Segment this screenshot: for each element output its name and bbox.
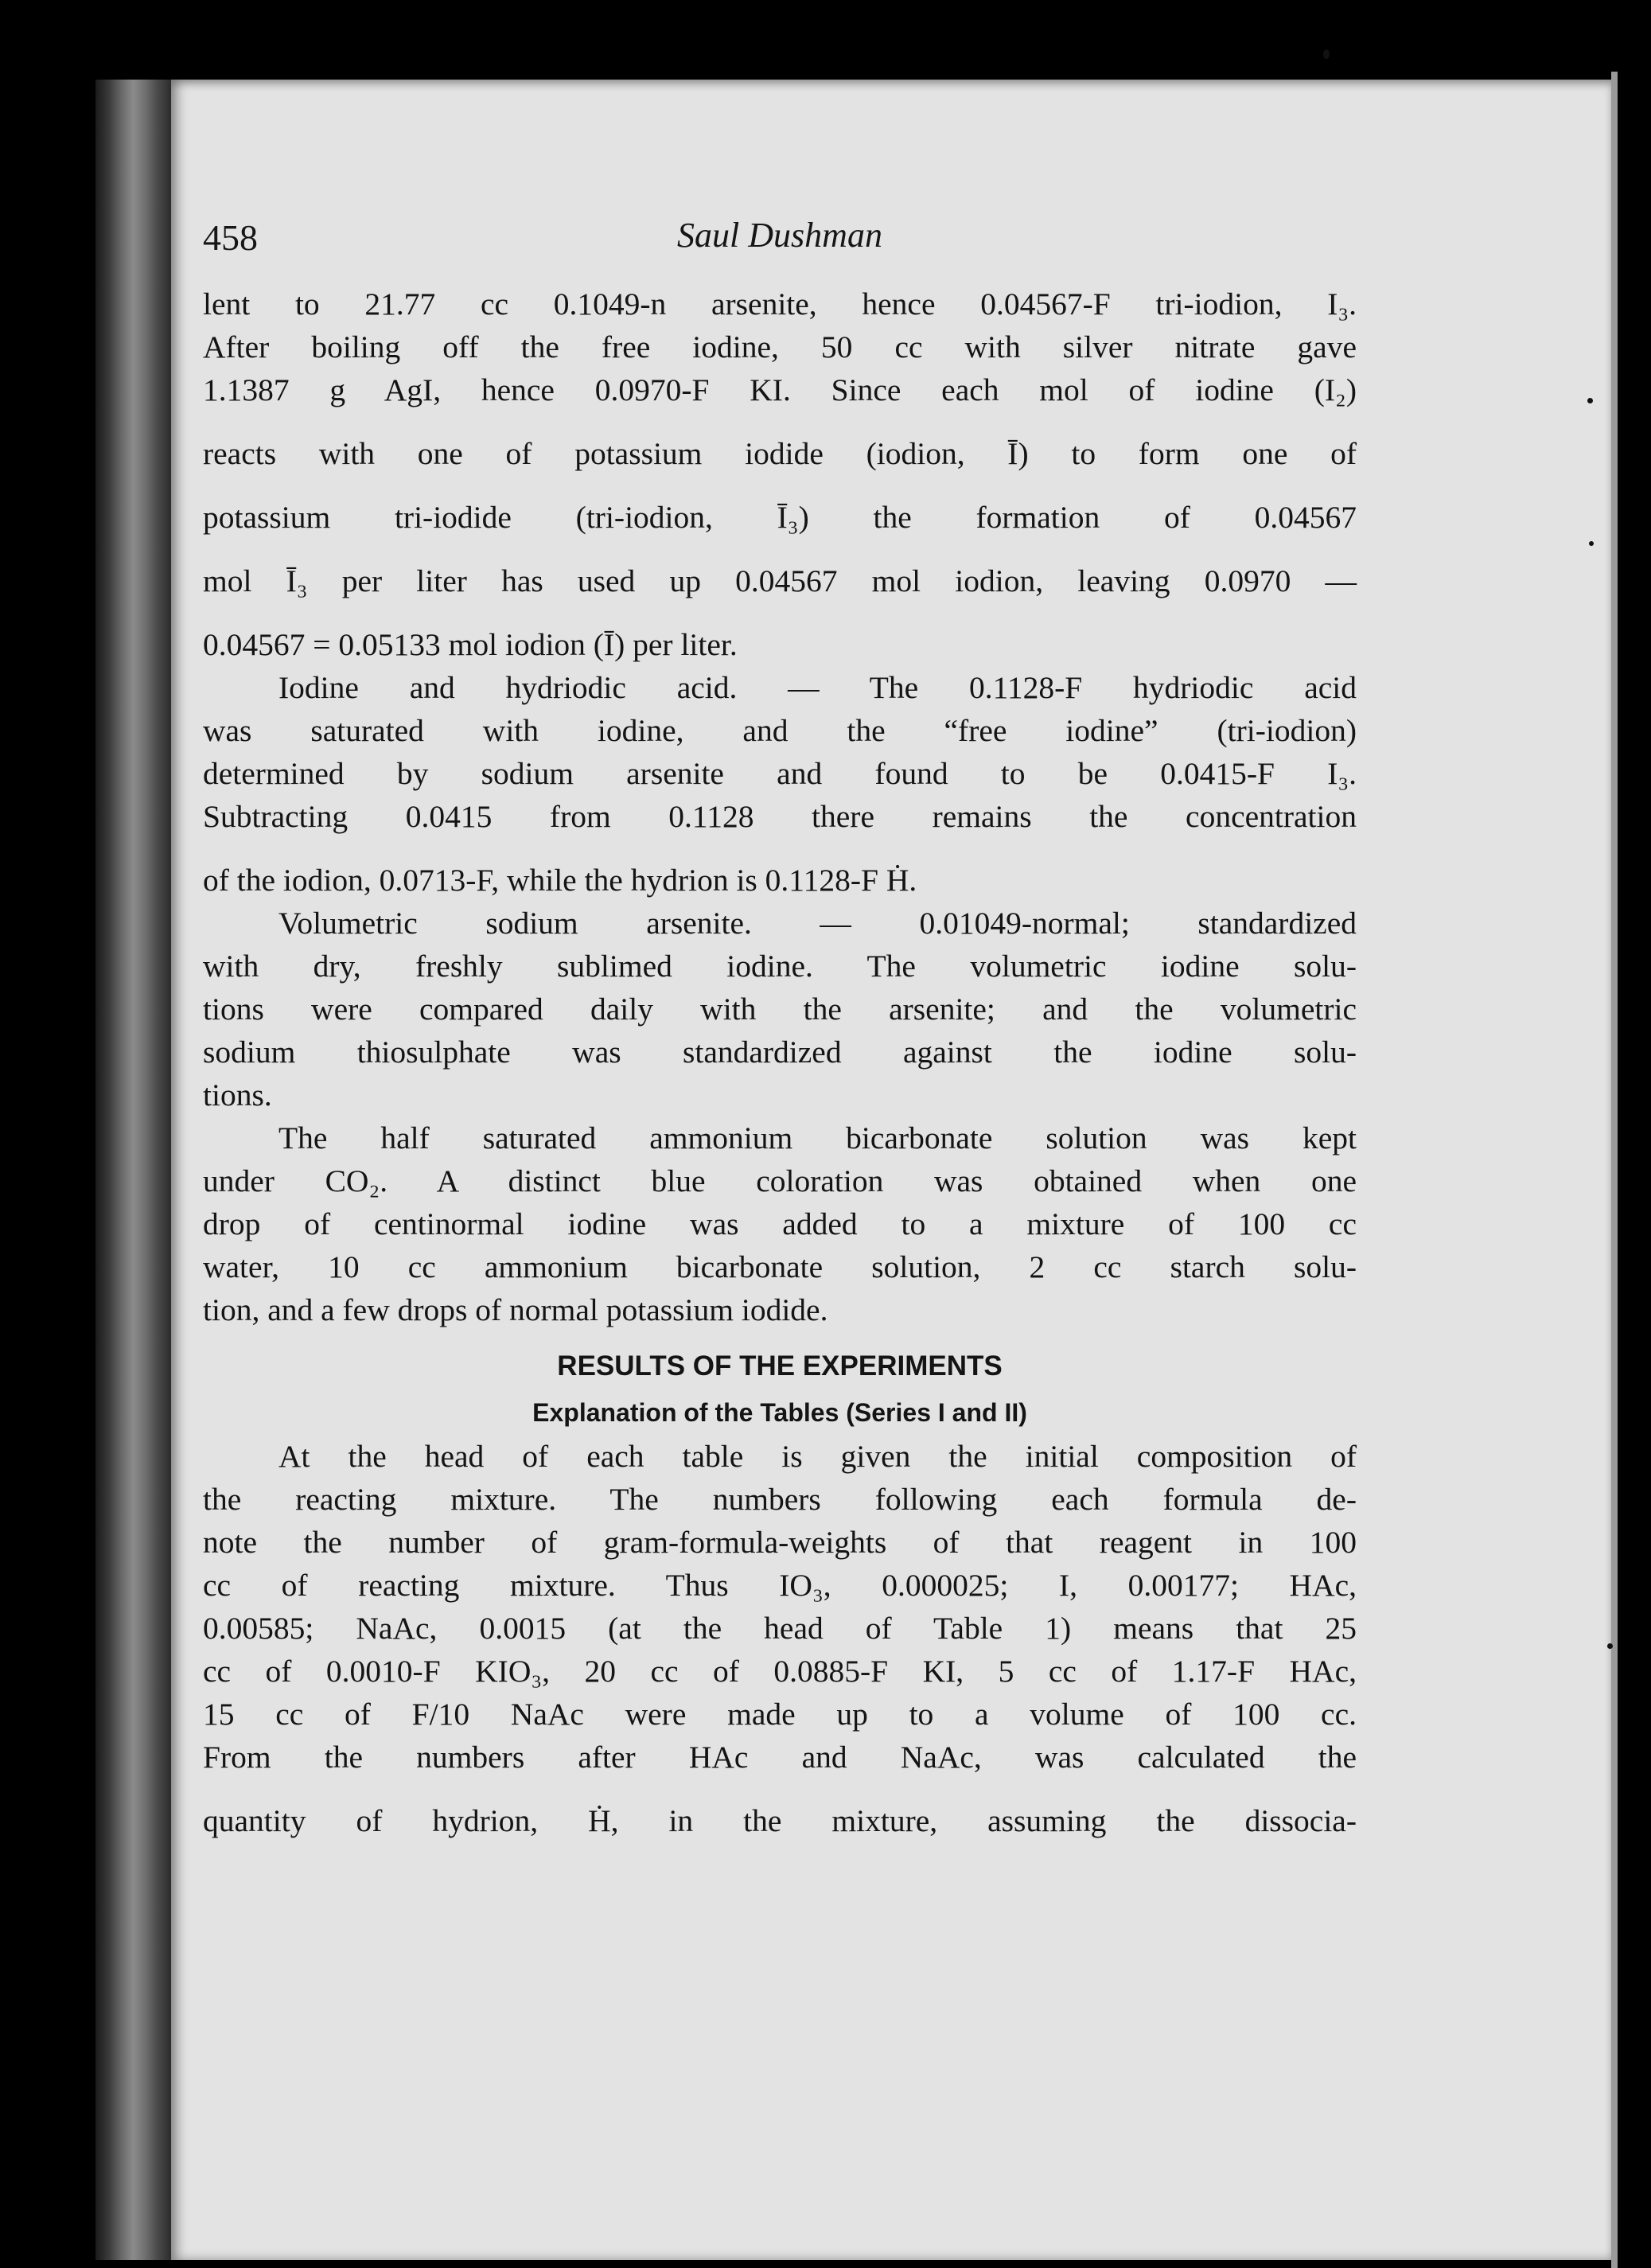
page-edge — [1611, 72, 1618, 2268]
text-line: determined by sodium arsenite and found to be 0.0415-F I₃. — [203, 756, 1357, 791]
text-line: 0.04567 = 0.05133 mol iodion (Ī) per liter. — [203, 627, 738, 662]
text-line: 0.00585; NaAc, 0.0015 (at the head of Table 1) means that 25 — [203, 1611, 1357, 1646]
page-header — [203, 215, 1357, 279]
text-line: tions. — [203, 1077, 272, 1113]
text-line: of the iodion, 0.0713-F, while the hydrion is 0.1128-F Ḣ. — [203, 863, 917, 898]
page-number: 458 — [203, 217, 258, 258]
speck — [1607, 1643, 1613, 1649]
text-line: After boiling off the free iodine, 50 cc with silver nitrate gave — [203, 329, 1357, 364]
paragraph-start-line: The half saturated ammonium bicarbonate solution was kept — [278, 1120, 1357, 1155]
text-line: 1.1387 g AgI, hence 0.0970-F KI. Since each mol of iodine (I₂) — [203, 372, 1357, 407]
text-line: potassium tri-iodide (tri-iodion, Ī₃) the formation of 0.04567 — [203, 500, 1357, 535]
running-head: Saul Dushman — [677, 216, 882, 255]
paragraph-start-line: Volumetric sodium arsenite. — 0.01049-normal; standardized — [278, 906, 1357, 941]
text-line: tions were compared daily with the arsenite; and the volumetric — [203, 992, 1357, 1027]
speck — [1587, 398, 1593, 403]
speck — [1589, 541, 1594, 546]
section-heading: RESULTS OF THE EXPERIMENTS — [557, 1350, 1003, 1381]
text-line: note the number of gram-formula-weights of that reagent in 100 — [203, 1525, 1357, 1560]
text-line: lent to 21.77 cc 0.1049-n arsenite, hence 0.04567-F tri-iodion, I₃. — [203, 286, 1357, 321]
page-text — [203, 283, 1357, 1842]
text-line: with dry, freshly sublimed iodine. The volumetric iodine solu- — [203, 949, 1357, 984]
text-line: the reacting mixture. The numbers following each formula de- — [203, 1482, 1357, 1517]
text-line: quantity of hydrion, Ḣ, in the mixture, assuming the dissocia- — [203, 1803, 1357, 1838]
text-line: From the numbers after HAc and NaAc, was calculated the — [203, 1740, 1357, 1775]
subsection-heading: Explanation of the Tables (Series I and II) — [532, 1398, 1027, 1427]
text-line: mol Ī₃ per liter has used up 0.04567 mol iodion, leaving 0.0970 — — [203, 563, 1357, 598]
paragraph-start-line: Iodine and hydriodic acid. — The 0.1128-F hydriodic acid — [278, 670, 1357, 705]
paragraph-start-line: At the head of each table is given the initial composition of — [278, 1439, 1357, 1474]
text-line: drop of centinormal iodine was added to a mixture of 100 cc — [203, 1206, 1357, 1241]
text-line: Subtracting 0.0415 from 0.1128 there remains the concentration — [203, 799, 1357, 834]
text-line: under CO₂. A distinct blue coloration was obtained when one — [203, 1163, 1357, 1198]
book-spine — [95, 80, 171, 2260]
text-line: sodium thiosulphate was standardized against the iodine solu- — [203, 1035, 1357, 1070]
text-line: water, 10 cc ammonium bicarbonate solution, 2 cc starch solu- — [203, 1249, 1357, 1284]
text-line: 15 cc of F/10 NaAc were made up to a volume of 100 cc. — [203, 1697, 1357, 1732]
text-line: cc of 0.0010-F KIO₃, 20 cc of 0.0885-F KI, 5 cc of 1.17-F HAc, — [203, 1654, 1357, 1689]
text-line: was saturated with iodine, and the “free iodine” (tri-iodion) — [203, 713, 1357, 748]
text-line: tion, and a few drops of normal potassium iodide. — [203, 1292, 828, 1327]
text-line: reacts with one of potassium iodide (iodion, Ī) to form one of — [203, 436, 1357, 471]
text-line: cc of reacting mixture. Thus IO₃, 0.000025; I, 0.00177; HAc, — [203, 1568, 1357, 1603]
speck — [1323, 49, 1330, 59]
